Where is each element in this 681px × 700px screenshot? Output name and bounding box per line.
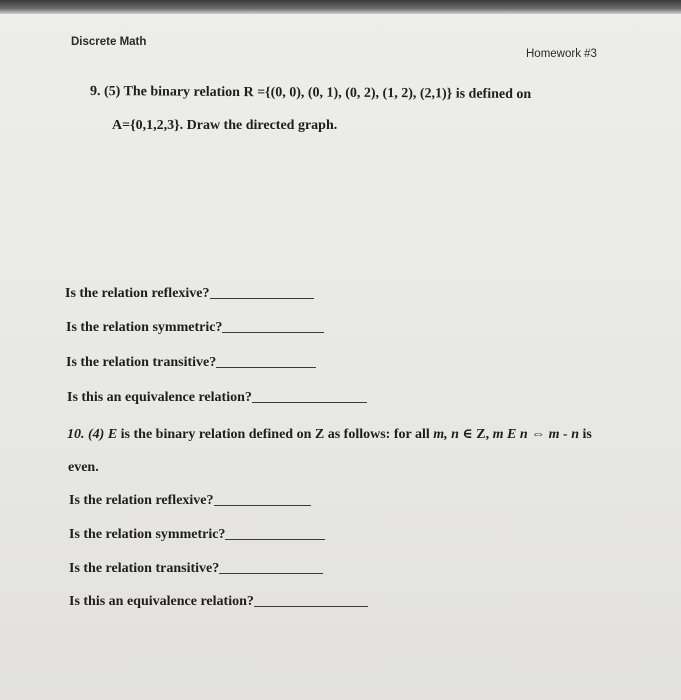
answer-blank[interactable]: [216, 355, 316, 368]
answer-blank[interactable]: [254, 594, 368, 607]
problem-9-statement: 9. (5) The binary relation R ={(0, 0), (0, 1), (0, 2), (1, 2), (2,1)} is defined on: [89, 84, 532, 103]
answer-blank[interactable]: [225, 527, 325, 540]
relation-expr: m E n: [492, 427, 528, 442]
question-text: Is the relation transitive?: [69, 561, 220, 576]
photo-top-shadow: [0, 0, 681, 14]
problem-10-statement-cont: even.: [68, 460, 99, 475]
p9-question-symmetric: [66, 320, 324, 336]
question-text: Is this an equivalence relation?: [69, 594, 254, 609]
set-z: Z,: [476, 427, 493, 442]
answer-blank[interactable]: [252, 390, 367, 403]
variables: m, n: [433, 427, 459, 442]
homework-label: Homework #3: [526, 48, 597, 60]
statement-text: is: [579, 427, 592, 442]
p9-question-equivalence: [67, 390, 367, 406]
answer-blank[interactable]: [222, 320, 324, 333]
problem-10-statement: [67, 426, 592, 443]
course-title: Discrete Math: [71, 36, 147, 48]
p10-question-transitive: [69, 561, 323, 577]
problem-9-statement-cont: A={0,1,2,3}. Draw the directed graph.: [112, 118, 338, 133]
p10-question-equivalence: [69, 594, 368, 610]
p10-question-symmetric: [69, 527, 325, 543]
problem-10-number: 10. (4) E: [67, 427, 118, 442]
p9-question-transitive: [66, 355, 316, 371]
question-text: Is this an equivalence relation?: [67, 390, 252, 405]
element-of-symbol: ∈: [458, 427, 477, 442]
p10-question-reflexive: [69, 493, 311, 509]
statement-text: is the binary relation defined on: [117, 427, 315, 442]
difference-expr: m - n: [548, 427, 579, 442]
question-text: Is the relation reflexive?: [65, 286, 210, 301]
iff-symbol: ⇔: [527, 427, 549, 442]
set-z: Z: [314, 427, 325, 442]
question-text: Is the relation transitive?: [66, 355, 217, 370]
question-text: Is the relation symmetric?: [66, 320, 223, 335]
p9-question-reflexive: [65, 286, 314, 302]
answer-blank[interactable]: [219, 561, 323, 574]
question-text: Is the relation symmetric?: [69, 527, 226, 542]
answer-blank[interactable]: [210, 286, 314, 299]
statement-text: as follows: for all: [324, 427, 434, 442]
answer-blank[interactable]: [214, 493, 311, 506]
question-text: Is the relation reflexive?: [69, 493, 214, 508]
